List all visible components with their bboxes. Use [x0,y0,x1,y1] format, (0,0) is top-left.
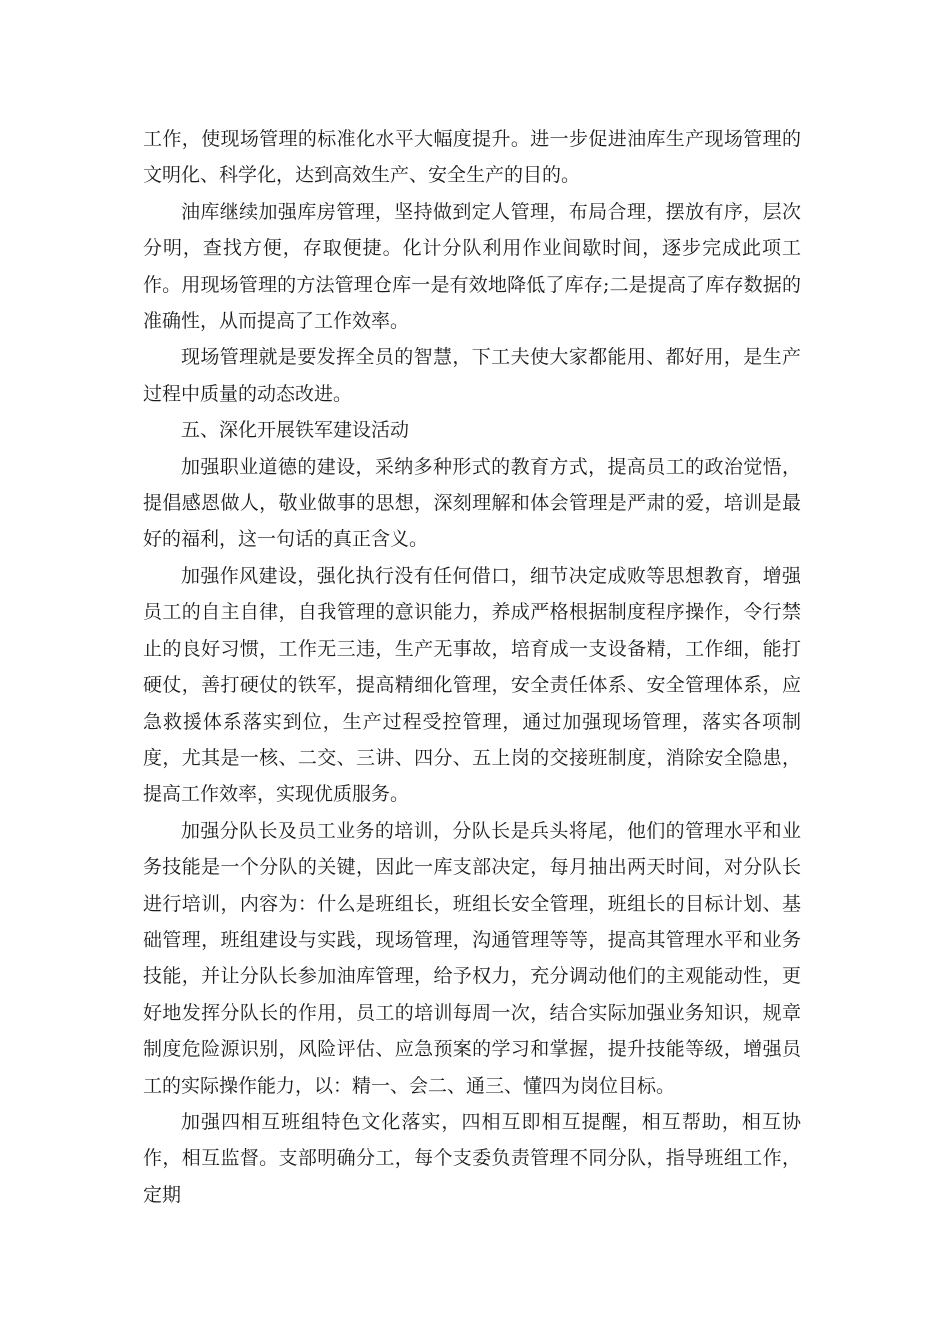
paragraph-1: 工作，使现场管理的标准化水平大幅度提升。进一步促进油库生产现场管理的文明化、科学化，达到高效生产、安全生产的目的。 [143,128,801,187]
paragraph-5: 加强职业道德的建设，采纳多种形式的教育方式，提高员工的政治觉悟，提倡感恩做人，敬业做事的思想，深刻理解和体会管理是严肃的爱，培训是最好的福利，这一句话的真正含义。 [143,455,801,551]
paragraph-3: 现场管理就是要发挥全员的智慧，下工夫使大家都能用、都好用，是生产过程中质量的动态改进。 [143,346,801,405]
paragraph-2: 油库继续加强库房管理，坚持做到定人管理，布局合理，摆放有序，层次分明，查找方便，存取便捷。化计分队利用作业间歇时间，逐步完成此项工作。用现场管理的方法管理仓库一是有效地降低了库存;二是提高了库存数据的准确性，从而提高了工作效率。 [143,200,801,333]
document-page [143,121,801,1213]
paragraph-7: 加强分队长及员工业务的培训，分队长是兵头将尾，他们的管理水平和业务技能是一个分队的关键，因此一库支部决定，每月抽出两天时间，对分队长进行培训，内容为：什么是班组长，班组长安全管理，班组长的目标计划、基础管理，班组建设与实践，现场管理，沟通管理等等，提高其管理水平和业务技能，并让分队长参加油库管理，给予权力，充分调动他们的主观能动性，更好地发挥分队长的作用，员工的培训每周一次，结合实际加强业务知识，规章制度危险源识别，风险评估、应急预案的学习和掌握，提升技能等级，增强员工的实际操作能力，以：精一、会二、通三、懂四为岗位目标。 [143,819,801,1097]
section-heading: 五、深化开展铁军建设活动 [181,419,410,442]
paragraph-8: 加强四相互班组特色文化落实，四相互即相互提醒，相互帮助，相互协作，相互监督。支部明确分工，每个支委负责管理不同分队，指导班组工作，定期 [143,1110,801,1206]
paragraph-6: 加强作风建设，强化执行没有任何借口，细节决定成败等思想教育，增强员工的自主自律，自我管理的意识能力，养成严格根据制度程序操作，令行禁止的良好习惯，工作无三违，生产无事故，培育成一支设备精，工作细，能打硬仗，善打硬仗的铁军，提高精细化管理，安全责任体系、安全管理体系，应急救援体系落实到位，生产过程受控管理，通过加强现场管理，落实各项制度，尤其是一核、二交、三讲、四分、五上岗的交接班制度，消除安全隐患，提高工作效率，实现优质服务。 [143,564,801,806]
